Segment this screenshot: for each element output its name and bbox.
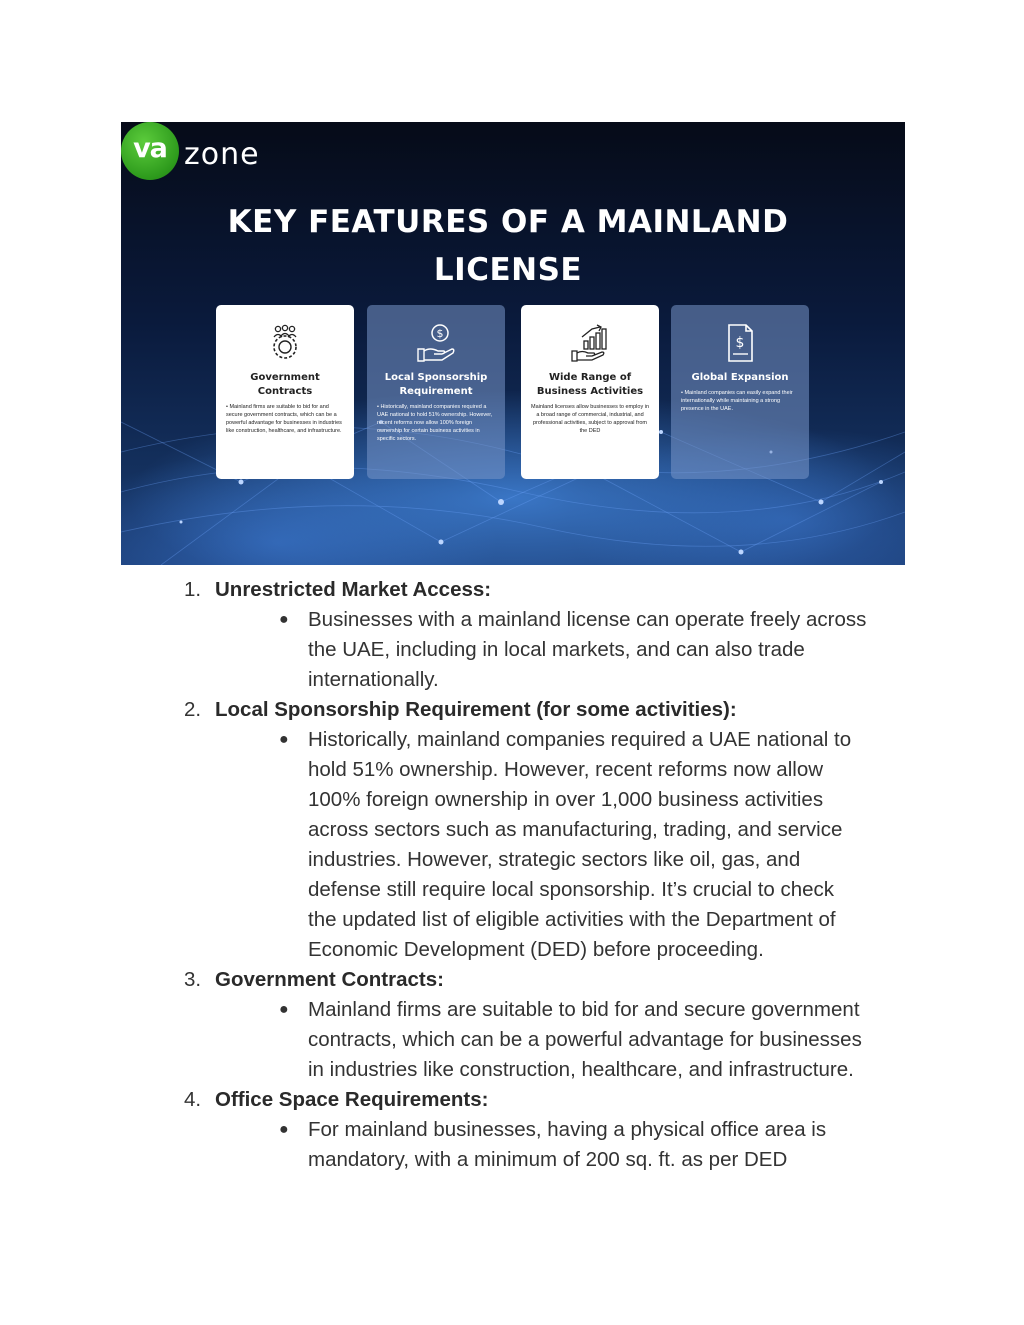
feature-card-local-sponsorship (367, 305, 505, 479)
dollar-document-icon (720, 323, 760, 363)
list-text-line: internationally. (308, 668, 439, 691)
list-text-line: hold 51% ownership. However, recent reforms now allow (308, 758, 824, 781)
card-title: Wide Range of Business Activities (536, 372, 644, 397)
list-heading: Local Sponsorship Requirement (for some activities): (215, 698, 737, 721)
list-text-line: mandatory, with a minimum of 200 sq. ft. as per DED (308, 1148, 788, 1171)
list-text-line: industries. However, strategic sectors like oil, gas, and (308, 848, 801, 871)
list-text-line: across sectors such as manufacturing, trading, and service (308, 818, 843, 841)
list-text-line: contracts, which can be a powerful advantage for businesses (308, 1028, 862, 1051)
list-text-line: Historically, mainland companies required a UAE national to (308, 728, 852, 751)
bullet-icon: ● (279, 1001, 289, 1018)
gear-people-icon (265, 323, 305, 363)
list-text-line: the updated list of eligible activities with the Department of (308, 908, 836, 931)
feature-banner-image (121, 122, 905, 565)
logo-mark: va (121, 122, 179, 180)
card-description: Mainland licenses allow businesses to employ in a broad range of commercial, industrial, and professional activities, subject to approval from the DED (531, 404, 650, 434)
hand-dollar-icon (416, 323, 456, 363)
list-heading: Unrestricted Market Access: (215, 578, 492, 601)
card-title: Global Expansion (691, 372, 789, 383)
feature-card-business-activities (521, 305, 659, 479)
list-text-line: defense still require local sponsorship. It’s crucial to check (308, 878, 835, 901)
card-title: Local Sponsorship Requirement (384, 372, 488, 397)
list-text-line: the UAE, including in local markets, and can also trade (308, 638, 805, 661)
list-heading: Office Space Requirements: (215, 1088, 489, 1111)
list-text-line: in industries like construction, healthcare, and infrastructure. (308, 1058, 854, 1081)
banner-title: KEY FEATURES OF A MAINLAND LICENSE (227, 204, 789, 288)
list-number: 1. (184, 578, 202, 601)
list-text-line: Economic Development (DED) before proceeding. (308, 938, 764, 961)
card-description: • Mainland firms are suitable to bid for and secure government contracts, which can be a powerful advantage for businesses in industries like construction, healthcare, and infrastructure. (226, 404, 342, 434)
hand-growth-chart-icon (570, 323, 610, 363)
card-title: Government Contracts (250, 372, 320, 397)
logo-wordmark: zone (184, 137, 260, 172)
list-text-line: 100% foreign ownership in over 1,000 business activities (308, 788, 824, 811)
list-number: 2. (184, 698, 202, 721)
feature-card-government-contracts (216, 305, 354, 479)
card-description: • Mainland companies can easily expand their internationally while maintaining a strong presence in the UAE. (681, 390, 793, 412)
feature-card-global-expansion (671, 305, 809, 479)
list-text-line: Mainland firms are suitable to bid for and secure government (308, 998, 860, 1021)
svg-text:$: $ (436, 327, 444, 340)
svg-text:$: $ (735, 335, 745, 351)
list-heading: Government Contracts: (215, 968, 444, 991)
list-number: 4. (184, 1088, 202, 1111)
card-description: • Historically, mainland companies required a UAE national to hold 51% ownership. However, recent reforms now allow 100% foreign ownership for certain business activities in specific sectors. (377, 404, 493, 442)
vazone-logo (121, 122, 301, 182)
list-text-line: For mainland businesses, having a physical office area is (308, 1118, 827, 1141)
bullet-icon: ● (279, 731, 289, 748)
list-text-line: Businesses with a mainland license can operate freely across (308, 608, 867, 631)
bullet-icon: ● (279, 611, 289, 628)
list-number: 3. (184, 968, 202, 991)
bullet-icon: ● (279, 1121, 289, 1138)
